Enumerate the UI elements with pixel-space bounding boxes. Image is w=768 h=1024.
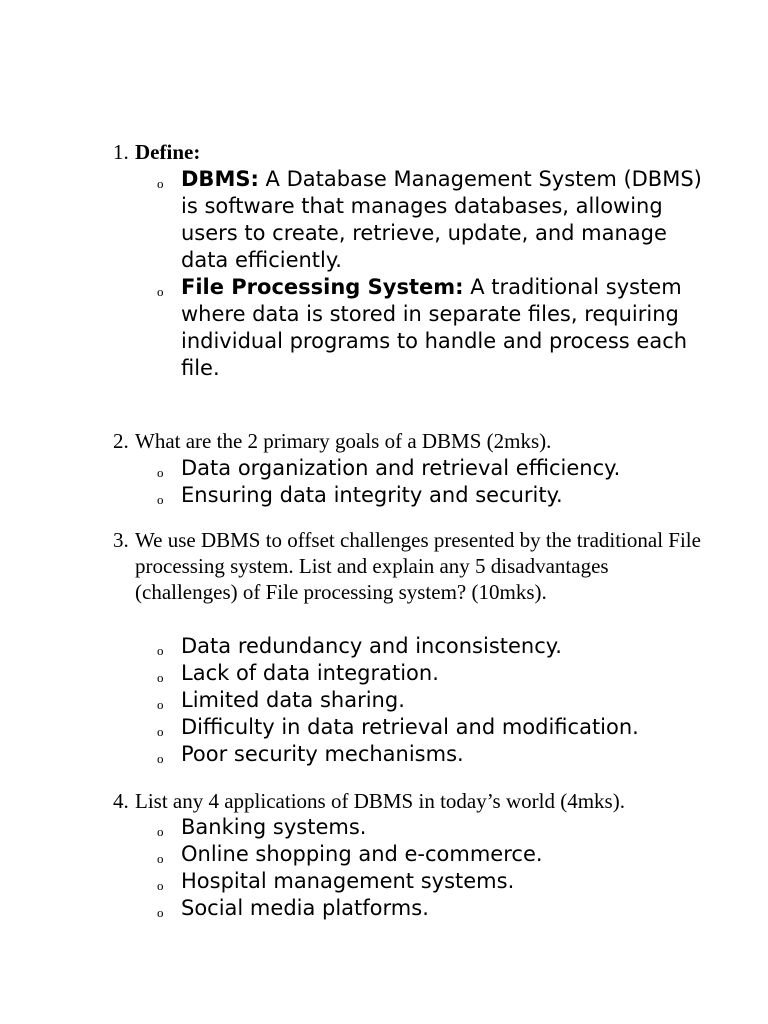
q1-definition-list <box>155 166 715 382</box>
bullet-icon: o <box>157 465 164 480</box>
list-item <box>155 841 715 868</box>
list-item-text: Data organization and retrieval efficiency. <box>181 456 621 480</box>
list-item <box>155 687 715 714</box>
list-item-text: Online shopping and e-commerce. <box>181 842 543 866</box>
list-item-text: Lack of data integration. <box>181 661 439 685</box>
list-item <box>155 814 715 841</box>
q2-answer-list <box>155 455 715 509</box>
list-item <box>155 633 715 660</box>
question-3 <box>113 527 713 605</box>
definition-text: A Database Management System (DBMS) is software that manages databases, allowing users to create, retrieve, update, and manage data efficiently. <box>181 167 702 272</box>
list-item-text: Banking systems. <box>181 815 367 839</box>
bullet-icon: o <box>157 284 164 299</box>
bullet-icon: o <box>157 176 164 191</box>
list-item <box>155 482 715 509</box>
question-number: 4. <box>113 789 129 813</box>
question-text <box>113 139 713 165</box>
list-item-text: Difficulty in data retrieval and modification. <box>181 715 639 739</box>
definition-term: DBMS: <box>181 167 259 191</box>
bullet-icon: o <box>157 643 164 658</box>
question-1 <box>113 139 713 165</box>
list-item-text: Hospital management systems. <box>181 869 515 893</box>
bullet-icon: o <box>157 851 164 866</box>
q4-answer-list <box>155 814 715 922</box>
definition-term: File Processing System: <box>181 275 464 299</box>
list-item <box>155 660 715 687</box>
bullet-icon: o <box>157 724 164 739</box>
definition-text: A traditional system where data is stored in separate files, requiring individual programs to handle and process each file. <box>181 275 688 380</box>
question-text: We use DBMS to offset challenges presented by the traditional File processing system. List and explain any 5 disadvantages (challenges) of File processing system? (10mks). <box>135 528 701 604</box>
list-item-text: Data redundancy and inconsistency. <box>181 634 562 658</box>
list-item <box>155 166 715 274</box>
question-text: List any 4 applications of DBMS in today’s world (4mks). <box>135 789 625 813</box>
bullet-icon: o <box>157 878 164 893</box>
bullet-icon: o <box>157 492 164 507</box>
list-item-text: Social media platforms. <box>181 896 429 920</box>
question-number: 3. <box>113 528 129 552</box>
list-item-text: Poor security mechanisms. <box>181 742 464 766</box>
bullet-icon: o <box>157 751 164 766</box>
bullet-icon: o <box>157 670 164 685</box>
list-item-text: Limited data sharing. <box>181 688 405 712</box>
q3-answer-list <box>155 633 715 768</box>
list-item <box>155 741 715 768</box>
question-number: 2. <box>113 429 129 453</box>
question-title: Define: <box>135 140 201 164</box>
question-4 <box>113 788 713 814</box>
question-text: What are the 2 primary goals of a DBMS (2mks). <box>135 429 552 453</box>
bullet-icon: o <box>157 697 164 712</box>
list-item <box>155 868 715 895</box>
question-2 <box>113 428 713 454</box>
bullet-icon: o <box>157 905 164 920</box>
question-number: 1. <box>113 140 129 164</box>
bullet-icon: o <box>157 824 164 839</box>
list-item-text: Ensuring data integrity and security. <box>181 483 563 507</box>
list-item <box>155 455 715 482</box>
list-item <box>155 714 715 741</box>
list-item <box>155 895 715 922</box>
list-item <box>155 274 715 382</box>
